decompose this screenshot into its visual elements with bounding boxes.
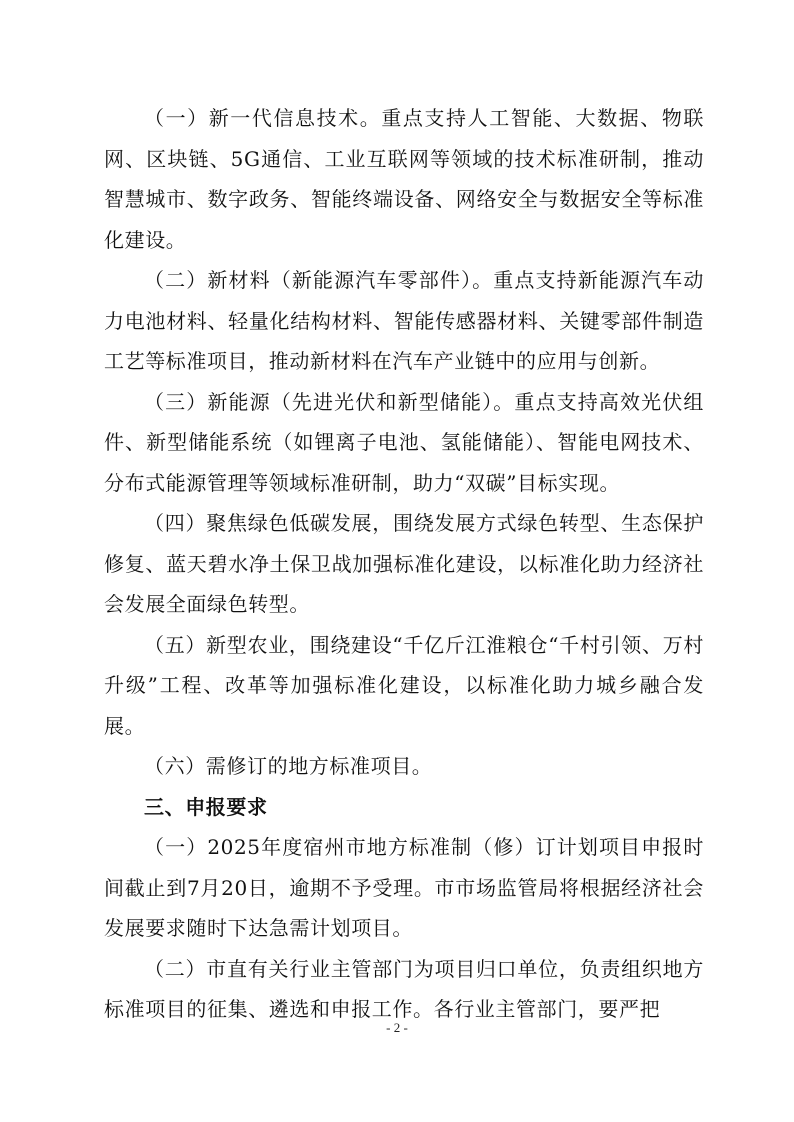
paragraph-new-energy: （三）新能源（先进光伏和新型储能）。重点支持高效光伏组件、新型储能系统（如锂离子电池、氢能储能）、智能电网技术、分布式能源管理等领域标准研制，助力“双碳”目标实现。 (104, 389, 704, 495)
page-number: - 2 - (386, 1020, 408, 1035)
paragraph-info-tech: （一）新一代信息技术。重点支持人工智能、大数据、物联网、区块链、5G通信、工业互联网等领域的技术标准研制，推动智慧城市、数字政务、智能终端设备、网络安全与数据安全等标准化建设。 (104, 106, 704, 252)
document-body (104, 98, 704, 1030)
paragraph-new-materials: （二）新材料（新能源汽车零部件）。重点支持新能源汽车动力电池材料、轻量化结构材料、智能传感器材料、关键零部件制造工艺等标准项目，推动新材料在汽车产业链中的应用与创新。 (104, 268, 704, 373)
paragraph-green-low-carbon: （四）聚焦绿色低碳发展，围绕发展方式绿色转型、生态保护修复、蓝天碧水净土保卫战加强标准化建设，以标准化助力经济社会发展全面绿色转型。 (104, 511, 704, 616)
paragraph-revised-standards: （六）需修订的地方标准项目。 (144, 754, 433, 778)
section-heading-requirements: 三、申报要求 (144, 794, 268, 819)
paragraph-responsible-units: （二）市直有关行业主管部门为项目归口单位，负责组织地方标准项目的征集、遴选和申报工作。各行业主管部门，要严把 (104, 956, 704, 1021)
paragraph-deadline: （一）2025年度宿州市地方标准制（修）订计划项目申报时间截止到7月20日，逾期不予受理。市市场监管局将根据经济社会发展要求随时下达急需计划项目。 (104, 835, 704, 940)
paragraph-new-agriculture: （五）新型农业，围绕建设“千亿斤江淮粮仓“千村引领、万村升级”工程、改革等加强标准化建设，以标准化助力城乡融合发展。 (104, 632, 704, 738)
